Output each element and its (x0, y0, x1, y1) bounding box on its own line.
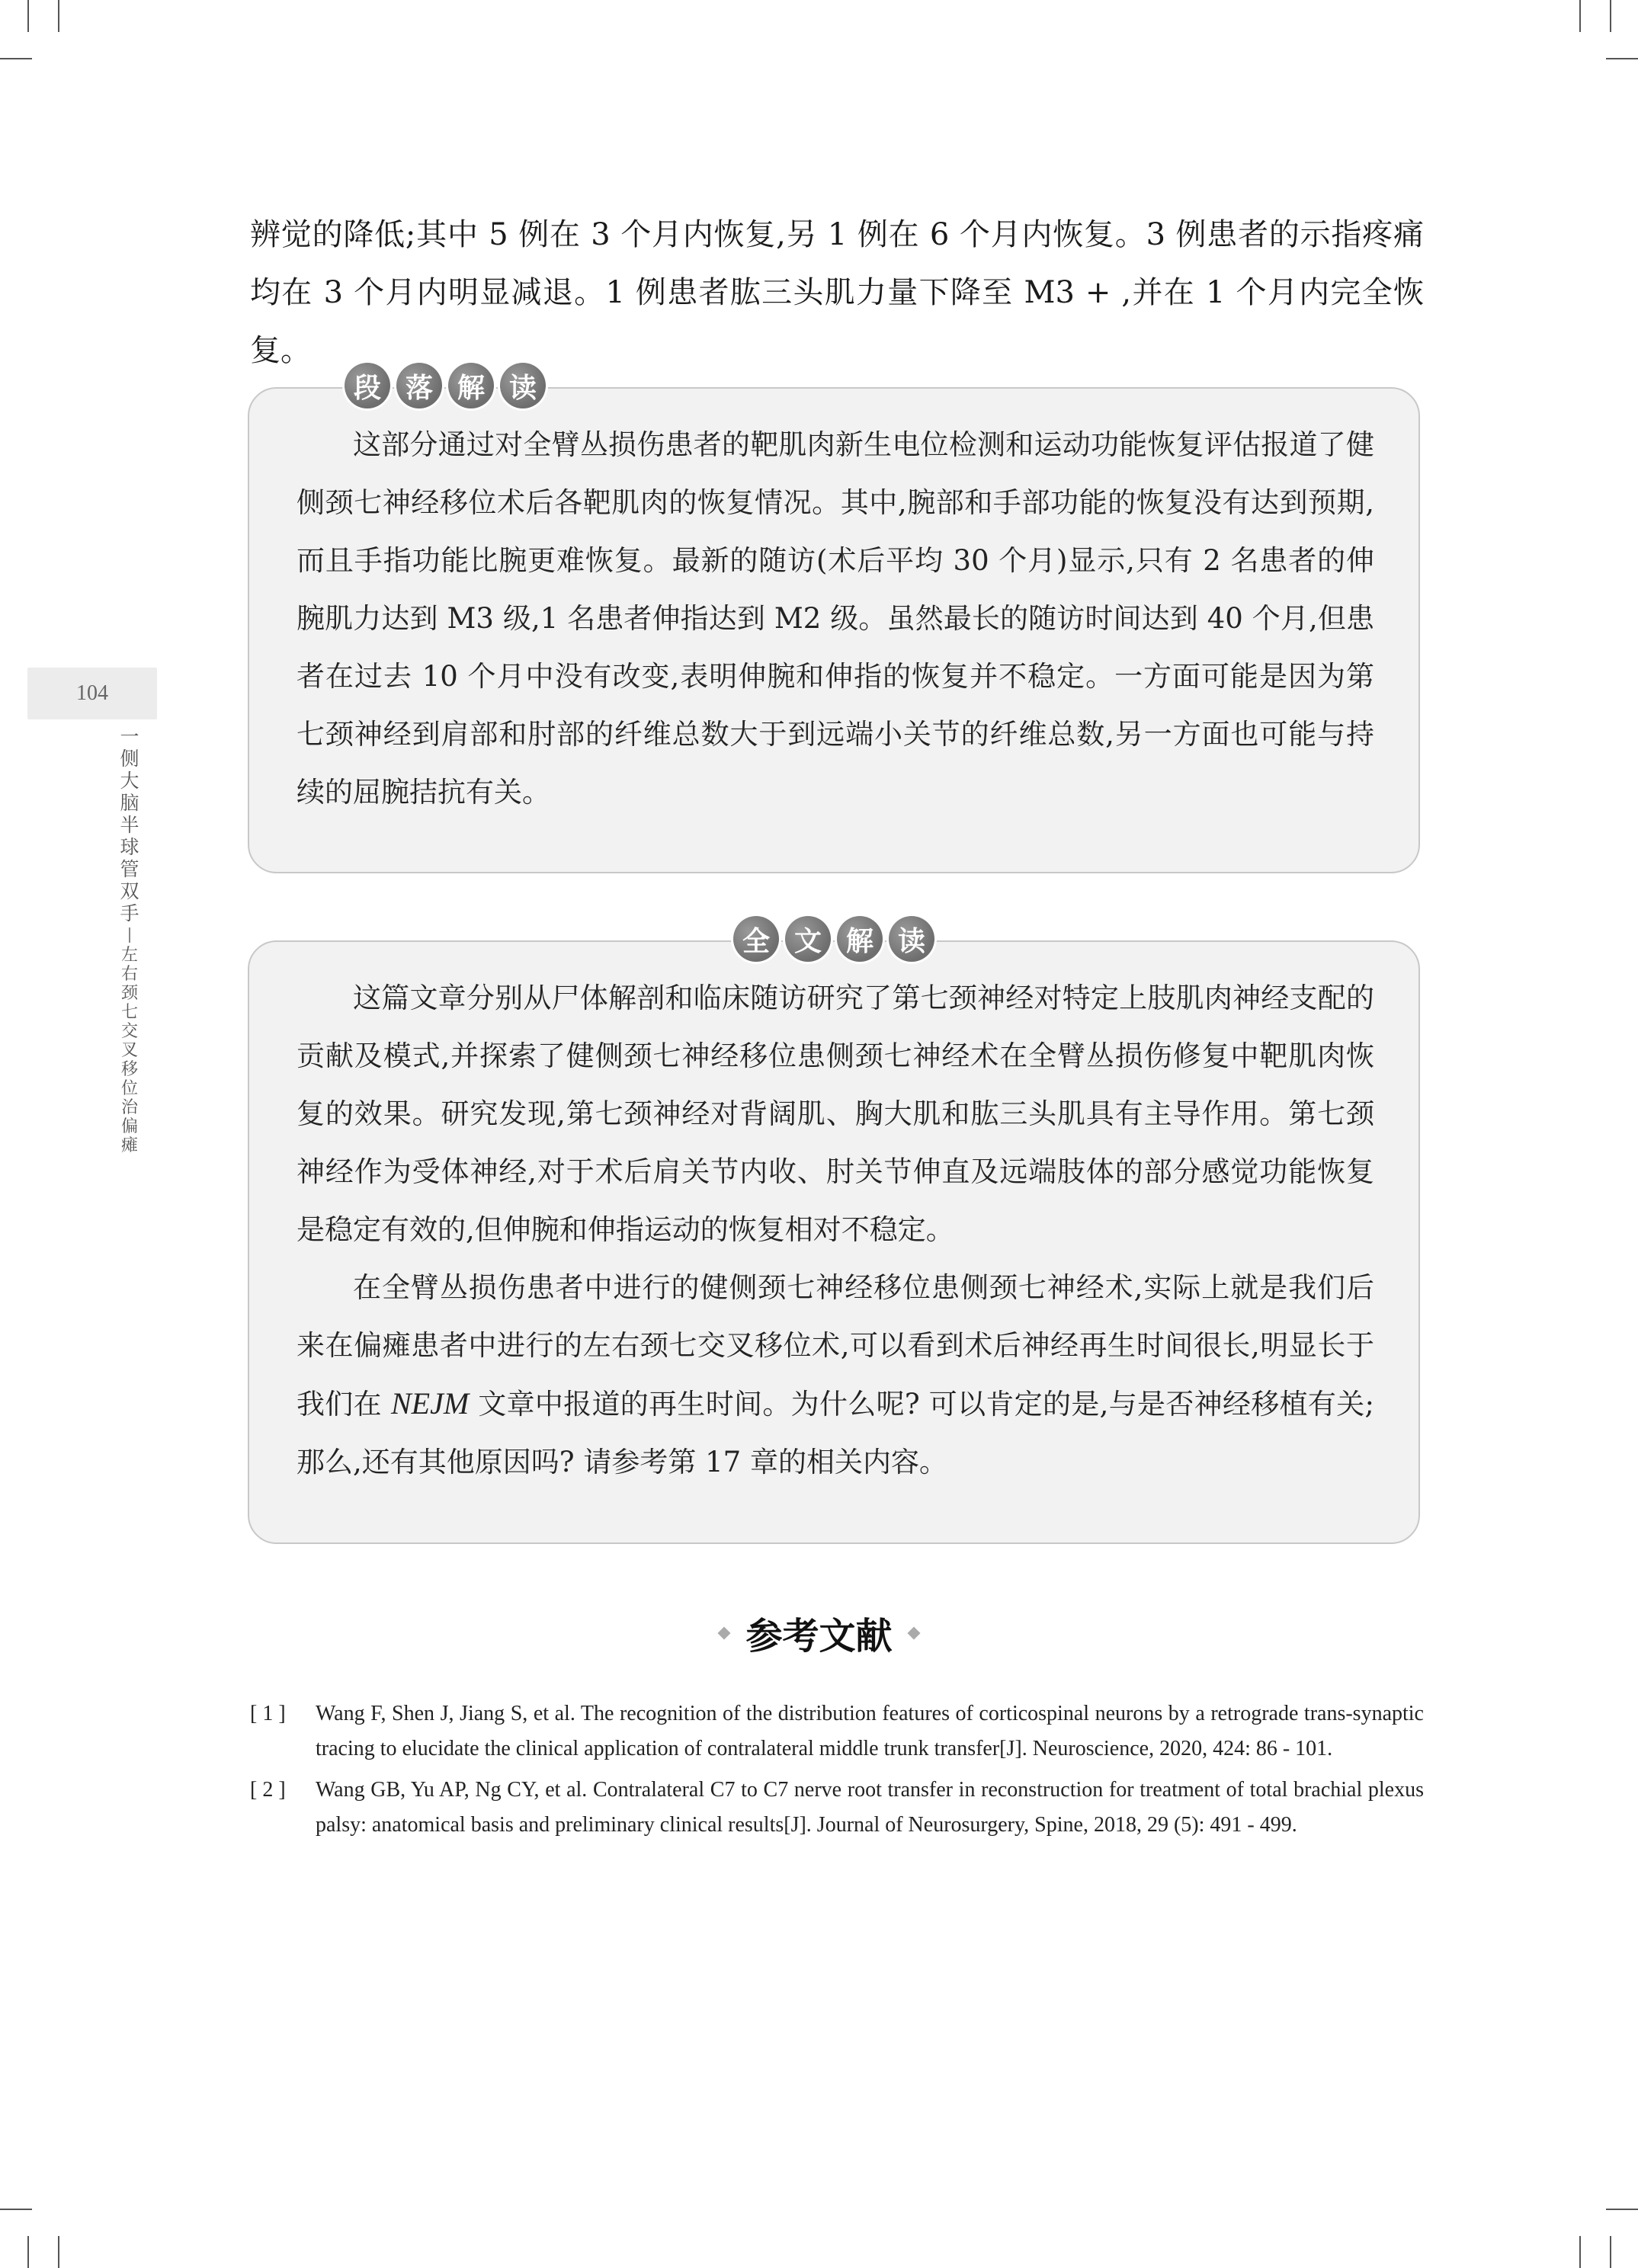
crop-mark (0, 58, 32, 59)
crop-mark (0, 2209, 32, 2210)
crop-mark (27, 0, 29, 32)
references-title: 参考文献 (745, 1615, 893, 1658)
reference-list (250, 1696, 1424, 1849)
crop-mark (58, 2236, 59, 2268)
crop-mark (1610, 0, 1611, 32)
running-title (114, 726, 145, 1155)
reference-text: Wang GB, Yu AP, Ng CY, et al. Contralateral C7 to C7 nerve root transfer in reconstruction for treatment of total brachial plexus palsy: anatomical basis and preliminary clinical results[J]. Journal of Neurosurgery, Spine, 2018, 29 (5): 491 - 499. (316, 1778, 1424, 1837)
paragraph-interpretation-text: 这部分通过对全臂丛损伤患者的靶肌肉新生电位检测和运动功能恢复评估报道了健侧颈七神经移位术后各靶肌肉的恢复情况。其中,腕部和手部功能的恢复没有达到预期,而且手指功能比腕更难恢复。最新的随访(术后平均 30 个月)显示,只有 2 名患者的伸腕肌力达到 M3 级,1 名患者伸指达到 M2 级。虽然最长的随访时间达到 40 个月,但患者在过去 10 个月中没有改变,表明伸腕和伸指的恢复并不稳定。一方面可能是因为第七颈神经到肩部和肘部的纤维总数大于到远端小关节的纤维总数,另一方面也可能与持续的屈腕拮抗有关。 (297, 428, 1374, 809)
running-title-char: 叉 (120, 1041, 138, 1060)
full-text-paragraph (297, 1259, 1374, 1491)
paragraph-text: 在全臂丛损伤患者中进行的健侧颈七神经移位患侧颈七神经术,实际上就是我们后来在偏瘫患者中进行的左右颈七交叉移位术,可以看到术后神经再生时间很长,明显长于我们在 (297, 1271, 1374, 1421)
running-title-sub (121, 946, 138, 1155)
running-title-char: 交 (120, 1022, 138, 1041)
badge-char: 全 (733, 916, 779, 962)
lead-text: 辨觉的降低;其中 5 例在 3 个月内恢复,另 1 例在 6 个月内恢复。3 例患者的示指疼痛均在 3 个月内明显减退。1 例患者肱三头肌力量下降至 M3 + ,并在 1 个月内完全恢复。 (250, 217, 1424, 368)
reference-text: Wang F, Shen J, Jiang S, et al. The recognition of the distribution features of corticospinal neurons by a retrograde trans-synaptic tracing to elucidate the clinical application of contralateral middle trunk transfer[J]. Neuroscience, 2020, 424: 86 - 101. (316, 1702, 1424, 1760)
full-text-interpretation-box (248, 940, 1420, 1544)
running-title-char: 大 (120, 770, 139, 792)
running-title-char: 一 (120, 726, 139, 748)
journal-name: NEJM (391, 1386, 470, 1421)
running-title-char: 手 (120, 902, 139, 924)
running-title-char: 瘫 (120, 1136, 138, 1155)
badge-char: 解 (837, 916, 883, 962)
badge-char: 读 (500, 363, 546, 408)
running-title-char: 侧 (120, 748, 139, 770)
running-title-char: 脑 (120, 792, 139, 814)
running-title-divider (129, 927, 130, 943)
running-title-main (120, 726, 139, 924)
references-heading (0, 1606, 1638, 1659)
running-title-char: 球 (120, 836, 139, 858)
diamond-ornament-icon (907, 1626, 920, 1639)
full-text-paragraph: 这篇文章分别从尸体解剖和临床随访研究了第七颈神经对特定上肢肌肉神经支配的贡献及模式,并探索了健侧颈七神经移位患侧颈七神经术在全臂丛损伤修复中靶肌肉恢复的效果。研究发现,第七颈神经对背阔肌、胸大肌和肱三头肌具有主导作用。第七颈神经作为受体神经,对于术后肩关节内收、肘关节伸直及远端肢体的部分感觉功能恢复是稳定有效的,但伸腕和伸指运动的恢复相对不稳定。 (297, 982, 1374, 1246)
reference-item (250, 1696, 1424, 1767)
paragraph-text: 文章中报道的再生时间。为什么呢? 可以肯定的是,与是否神经移植有关;那么,还有其他原因吗? 请参考第 17 章的相关内容。 (297, 1388, 1374, 1478)
crop-mark (1579, 0, 1581, 32)
full-text-interpretation-badge (733, 916, 934, 962)
reference-number: [ 1 ] (250, 1702, 286, 1725)
running-title-char: 七 (120, 1003, 138, 1022)
paragraph-interpretation-body (249, 389, 1418, 822)
diamond-ornament-icon (718, 1626, 731, 1639)
reference-number: [ 2 ] (250, 1778, 286, 1802)
running-title-char: 半 (120, 814, 139, 836)
badge-char: 段 (345, 363, 390, 408)
running-title-char: 右 (120, 965, 138, 984)
badge-char: 文 (785, 916, 831, 962)
crop-mark (27, 2236, 29, 2268)
crop-mark (1606, 2209, 1638, 2210)
paragraph-interpretation-box (248, 387, 1420, 873)
crop-mark (1606, 58, 1638, 59)
running-title-char: 治 (120, 1098, 138, 1117)
crop-mark (1610, 2236, 1611, 2268)
crop-mark (1579, 2236, 1581, 2268)
page-number: 104 (27, 668, 157, 719)
reference-item (250, 1773, 1424, 1843)
running-title-char: 移 (120, 1060, 138, 1079)
full-text-interpretation-body (249, 942, 1418, 1491)
lead-paragraph (250, 206, 1424, 380)
crop-mark (58, 0, 59, 32)
running-title-char: 颈 (120, 984, 138, 1003)
running-title-char: 双 (120, 880, 139, 902)
running-title-char: 管 (120, 858, 139, 880)
badge-char: 读 (889, 916, 934, 962)
badge-char: 落 (396, 363, 442, 408)
running-title-char: 左 (120, 946, 138, 965)
running-title-char: 偏 (120, 1117, 138, 1136)
paragraph-interpretation-badge (345, 363, 546, 408)
running-title-char: 位 (120, 1079, 138, 1098)
badge-char: 解 (448, 363, 494, 408)
